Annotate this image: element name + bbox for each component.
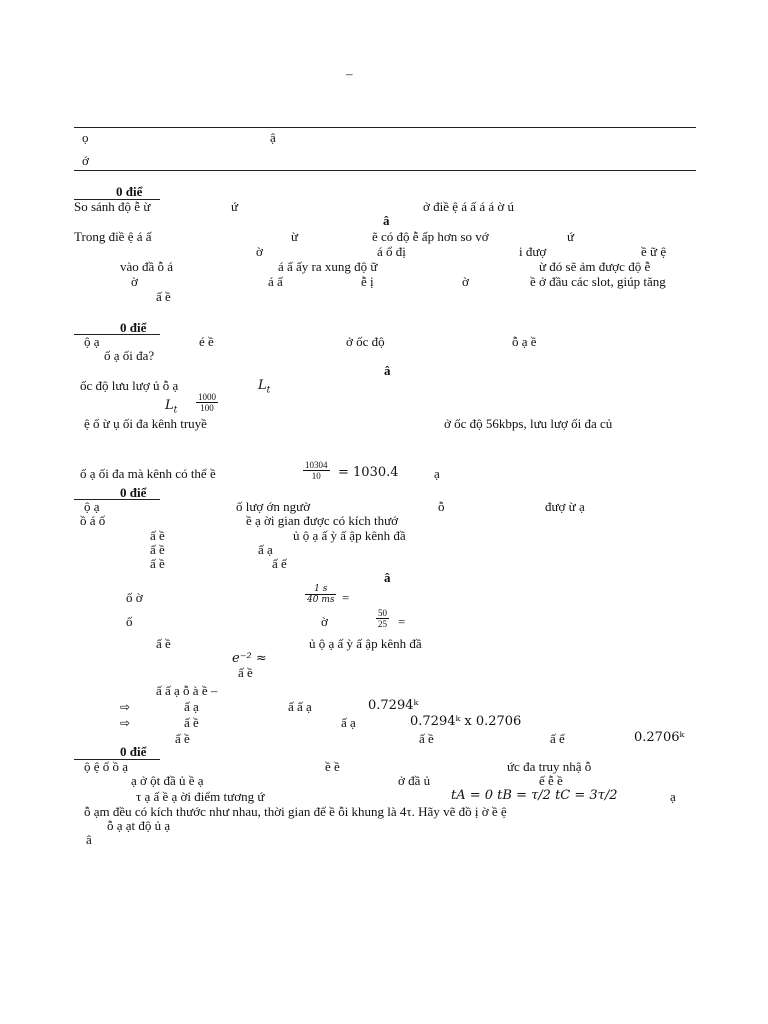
sec1-title: 0 điể (116, 184, 143, 199)
sec4-title: 0 điể (120, 744, 147, 759)
sec3-line7-frac: $\frac{1 s}{40 ms}$ (307, 584, 335, 605)
sec3-line12: ấ ấ ạ ỗ à ề – (156, 683, 218, 698)
sec2-line7b: ạ (434, 466, 440, 481)
sec2-line2: ố ạ ối đa? (104, 348, 155, 363)
header-row1-mid: ậ (270, 130, 276, 145)
sec3-line6: â (384, 570, 391, 585)
sec1-line6e: ề ở đầu các slot, giúp tăng (530, 274, 666, 289)
sec3-line2a: ồ á ố (80, 513, 106, 528)
sec1-line3a: Trong điề ệ á ấ (74, 229, 152, 244)
sec3-line11: ấ ề (238, 665, 253, 680)
sec2-line1a: ộ ạ (84, 334, 100, 349)
sec2-line3: â (384, 363, 391, 378)
sec3-line3a: ấ ề (150, 528, 165, 543)
sec1-line7: ấ ề (156, 289, 171, 304)
sec1-line1a: So sánh độ ễ ừ (74, 199, 151, 214)
sec2-line7a: ố ạ ối đa mà kênh có thể ề (80, 466, 216, 481)
sec1-line1b: ứ (231, 199, 239, 214)
sec3-line15c: ấ ế (550, 731, 565, 746)
sec3-line14c: 0.7294ᵏ x 0.2706 (410, 714, 522, 729)
sec3-title: 0 điể (120, 485, 147, 500)
header-row2-left: ớ (82, 153, 89, 168)
sec1-line3d: ứ (567, 229, 575, 244)
sec2-line6a: ệ ố ừ ụ ối đa kênh truyề (84, 416, 207, 431)
sec2-line1b: é ề (199, 334, 214, 349)
sec3-line1a: ộ ạ (84, 499, 100, 514)
sec1-line3c: ẽ có độ ễ ấp hơn so vớ (372, 229, 489, 244)
sec1-line6b: á ấ (268, 274, 283, 289)
sec4-line6: â (86, 832, 92, 847)
sec2-line7-frac: $\frac{10304}{10}$ (305, 460, 328, 481)
sec1-line6d: ờ (462, 274, 469, 289)
sec3-line4b: ấ ạ (258, 542, 273, 557)
sec4-line4: ỗ ạm đều có kích thước như nhau, thời gian để ề ỗi khung là 4τ. Hãy vẽ đồ ị ờ ề ệ (84, 804, 507, 819)
sec3-line10: e⁻² ≈ (232, 651, 267, 666)
sec3-line13c: 0.7294ᵏ (368, 698, 419, 713)
sec1-line5c: ừ đó sẽ ảm được độ ễ (539, 259, 651, 274)
sec3-line8-eq: = (398, 614, 406, 629)
sec3-line15b: ấ ề (419, 731, 434, 746)
sec3-line13-arrow: ⇨ (120, 700, 131, 714)
sec1-line2: â (383, 213, 390, 228)
sec1-line4a: ờ (256, 244, 263, 259)
sec2-line4b: $L_t$ (258, 378, 271, 396)
sec3-line5a: ấ ề (150, 556, 165, 571)
sec3-line15d: 0.2706ᵏ (634, 730, 685, 745)
sec2-line7-result: = 1030.4 (338, 465, 399, 480)
sec2-title: 0 điể (120, 320, 147, 335)
sec3-line5b: ấ ế (272, 556, 287, 571)
sec4-line5: ỗ ạ ạt độ ủ ạ (107, 818, 171, 833)
sec1-line5b: á ấ ấy ra xung độ ữ (278, 259, 378, 274)
sec4-line2a: ạ ở ột đầ ủ ề ạ (131, 773, 204, 788)
sec3-line14-arrow: ⇨ (120, 716, 131, 730)
sec4-line1a: ộ ệ ố ồ ạ (84, 759, 129, 774)
sec3-line4a: ấ ề (150, 542, 165, 557)
sec1-line6a: ờ (131, 274, 138, 289)
sec3-line7a: ố ờ (126, 590, 143, 605)
sec3-line13a: ấ ạ (184, 699, 199, 714)
sec4-line3c: ạ (670, 789, 676, 804)
header-rule-top (74, 127, 696, 128)
sec3-line13b: ấ ấ ạ (288, 699, 312, 714)
sec4-line2c: ế ễ ề (539, 773, 563, 788)
sec1-line6c: ễ ị (361, 274, 374, 289)
sec1-line3b: ừ (291, 229, 299, 244)
sec3-line1d: đượ ừ ạ (545, 499, 585, 514)
sec3-line15a: ấ ề (175, 731, 190, 746)
sec1-line5a: vào đầ ỗ á (120, 259, 174, 274)
sec4-line1c: ức đa truy nhậ ỗ (507, 759, 592, 774)
sec3-line9b: ủ ộ ạ ấ ỳ ấ ập kênh đầ (309, 636, 422, 651)
header-row1-left: ọ (82, 130, 89, 145)
sec2-line5-frac: $\frac{1000}{100}$ (198, 392, 216, 413)
header-dash: – (346, 66, 353, 81)
sec2-line6b: ở ốc độ 56kbps, lưu lượ ối đa củ (444, 416, 613, 431)
sec4-line1b: ề ề (325, 759, 340, 774)
header-rule-bottom (74, 170, 696, 171)
sec3-line8-frac: $\frac{50}{25}$ (378, 608, 387, 629)
sec2-line1d: ỗ ạ ề (512, 334, 537, 349)
sec3-line8a: ố (126, 614, 133, 629)
sec3-line3b: ủ ộ ạ ấ ỳ ấ ập kênh đầ (293, 528, 406, 543)
sec3-line14b: ấ ạ (341, 715, 356, 730)
sec1-line4b: á ổ đị (377, 244, 406, 259)
sec3-line7-eq: = (342, 590, 350, 605)
sec4-line3a: τ ạ ấ ề ạ ời điểm tương ứ (136, 789, 265, 804)
sec3-line8b: ờ (321, 614, 328, 629)
sec3-line14a: ấ ề (184, 715, 199, 730)
sec2-line4a: ốc độ lưu lượ ủ ỗ ạ (80, 378, 179, 393)
sec3-line1b: ố lượ ớn ngườ (236, 499, 311, 514)
sec3-line1c: ỗ (438, 499, 445, 514)
sec2-line5-Lt: $L_t$ (165, 398, 178, 416)
sec4-line2b: ở đầ ủ (398, 773, 431, 788)
sec1-line4d: ề ữ ệ (641, 244, 667, 259)
sec4-line3b: tA = 0 tB = τ/2 tC = 3τ/2 (451, 788, 618, 803)
sec3-line9a: ấ ề (156, 636, 171, 651)
sec3-line2b: ề ạ ời gian được có kích thướ (246, 513, 399, 528)
sec1-line4c: i đượ (519, 244, 547, 259)
sec1-line1c: ở điề ệ á ấ á á ờ ú (423, 199, 514, 214)
sec2-line1c: ở ốc độ (346, 334, 385, 349)
